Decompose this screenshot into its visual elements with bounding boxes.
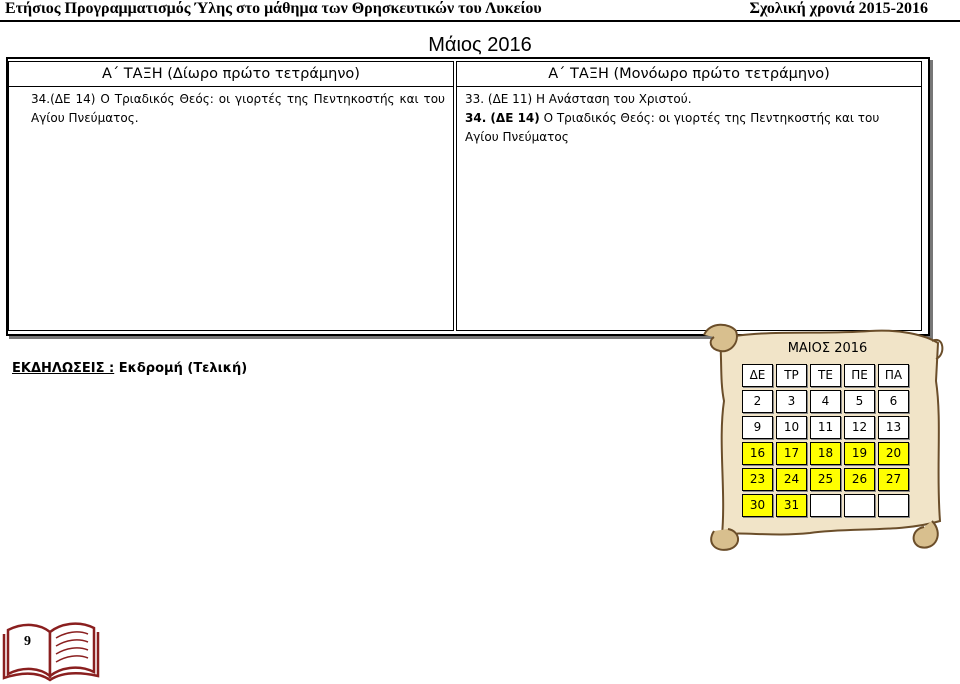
school-year: Σχολική χρονιά 2015-2016 (749, 0, 928, 17)
right-column-body (457, 87, 921, 147)
lesson-item-33 (465, 90, 913, 109)
calendar-day: 11 (810, 416, 841, 439)
calendar-day: 2 (742, 390, 773, 413)
calendar-day-highlighted: 24 (776, 468, 807, 491)
calendar-day: 9 (742, 416, 773, 439)
open-book-icon (2, 616, 100, 682)
month-title: Μάιος 2016 (428, 34, 532, 56)
calendar-day: 6 (878, 390, 909, 413)
calendar-day-empty (878, 494, 909, 517)
page-number: 9 (24, 634, 31, 649)
calendar-week-row (740, 494, 915, 518)
lesson-34-text: Ο Τριαδικός Θεός: οι γιορτές της Πεντηκοστής και του Αγίου Πνεύματος (465, 111, 880, 144)
calendar-day: 10 (776, 416, 807, 439)
calendar-week-row (740, 468, 915, 492)
calendar-day-highlighted: 23 (742, 468, 773, 491)
lesson-item-34 (465, 109, 913, 147)
events-label: ΕΚΔΗΛΩΣΕΙΣ : (12, 361, 115, 376)
calendar-week-row (740, 442, 915, 466)
calendar-day-highlighted: 31 (776, 494, 807, 517)
calendar-day-highlighted: 20 (878, 442, 909, 465)
lesson-33-ref: 33. (ΔΕ 11) (465, 92, 533, 106)
calendar-day: 4 (810, 390, 841, 413)
events-value: Εκδρομή (Τελική) (114, 361, 248, 376)
right-column-title: Α΄ ΤΑΞΗ (Μονόωρο πρώτο τετράμηνο) (457, 62, 921, 87)
calendar-title: ΜΑΙΟΣ 2016 (787, 341, 868, 356)
right-column (456, 61, 922, 331)
lesson-34-ref: 34. (ΔΕ 14) (465, 111, 540, 125)
events-line (12, 361, 247, 376)
calendar (740, 340, 915, 512)
left-column (8, 61, 454, 331)
calendar-day-highlighted: 16 (742, 442, 773, 465)
weekday-header: ΔΕ (742, 364, 773, 387)
weekday-header: ΤΕ (810, 364, 841, 387)
calendar-day: 13 (878, 416, 909, 439)
lesson-item-34: 34.(ΔΕ 14) Ο Τριαδικός Θεός: οι γιορτές της Πεντηκοστής και του Αγίου Πνεύματος. (31, 92, 445, 125)
calendar-day: 3 (776, 390, 807, 413)
document-header-title: Ετήσιος Προγραμματισμός Ύλης στο μάθημα των Θρησκευτικών του Λυκείου (5, 0, 542, 17)
calendar-week-row (740, 416, 915, 440)
calendar-day-highlighted: 26 (844, 468, 875, 491)
calendar-day-highlighted: 27 (878, 468, 909, 491)
left-column-body (9, 87, 453, 128)
calendar-day: 5 (844, 390, 875, 413)
header-rule (0, 20, 960, 22)
calendar-weekday-row (740, 364, 915, 388)
left-column-title: Α΄ ΤΑΞΗ (Δίωρο πρώτο τετράμηνο) (9, 62, 453, 87)
weekday-header: ΠΕ (844, 364, 875, 387)
calendar-day: 12 (844, 416, 875, 439)
calendar-week-row (740, 390, 915, 414)
weekday-header: ΤΡ (776, 364, 807, 387)
calendar-day-empty (810, 494, 841, 517)
calendar-day-highlighted: 25 (810, 468, 841, 491)
calendar-day-highlighted: 18 (810, 442, 841, 465)
calendar-day-empty (844, 494, 875, 517)
calendar-day-highlighted: 30 (742, 494, 773, 517)
lesson-33-text: Η Ανάσταση του Χριστού. (532, 92, 692, 106)
calendar-day-highlighted: 19 (844, 442, 875, 465)
weekday-header: ΠΑ (878, 364, 909, 387)
calendar-day-highlighted: 17 (776, 442, 807, 465)
